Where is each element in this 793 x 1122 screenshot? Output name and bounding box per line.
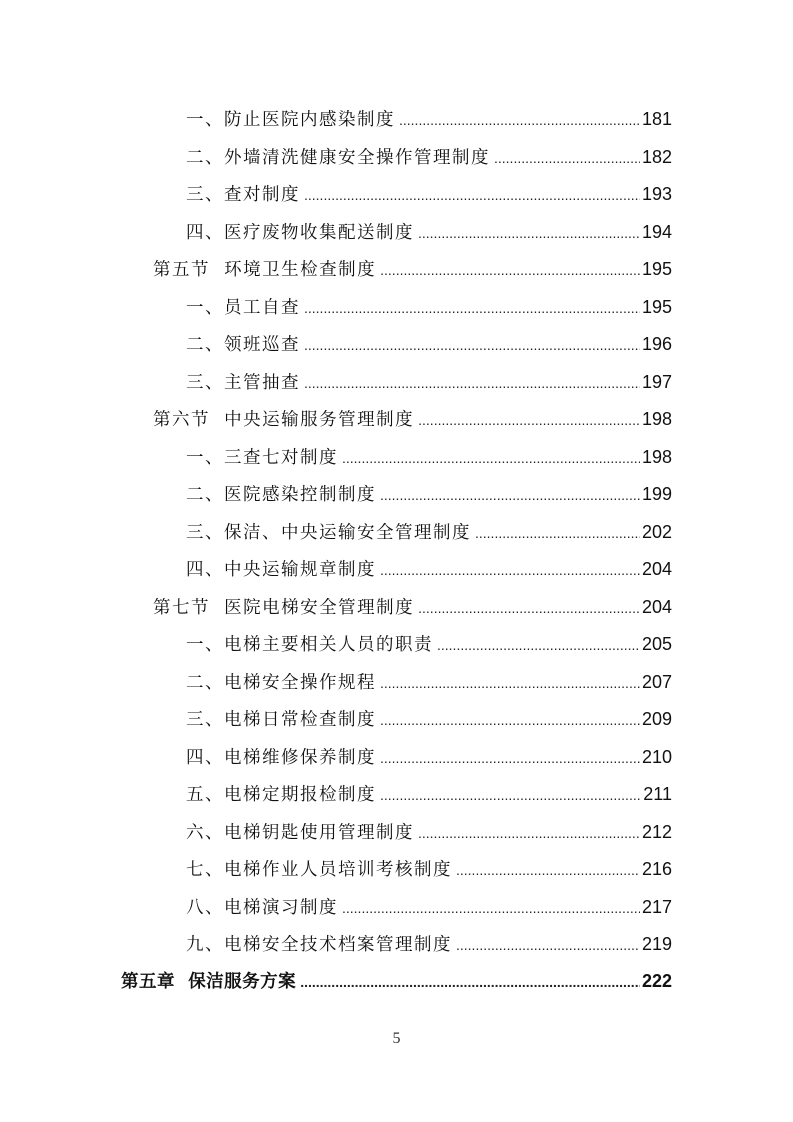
toc-entry[interactable] [186, 104, 672, 134]
toc-entry[interactable] [186, 442, 672, 472]
toc-entry[interactable] [186, 929, 672, 959]
toc-entry-number: 五、 [186, 785, 224, 805]
dot-leader [456, 855, 640, 885]
toc-entry-number: 三、 [186, 710, 224, 730]
toc-entry[interactable] [186, 779, 672, 809]
toc-entry-page: 181 [641, 109, 672, 129]
toc-entry-number: 一、 [186, 635, 224, 655]
toc-entry-page: 198 [641, 409, 672, 429]
toc-entry[interactable] [186, 817, 672, 847]
toc-entry-number: 第五节 [153, 260, 225, 280]
toc-entry[interactable] [186, 554, 672, 584]
toc-entry-number: 第六节 [153, 410, 225, 430]
toc-entry-page: 216 [641, 859, 672, 879]
toc-entry-title: 电梯维修保养制度 [224, 747, 376, 768]
dot-leader [437, 630, 640, 660]
toc-entry-title: 电梯安全操作规程 [224, 672, 376, 693]
toc-entry-number: 二、 [186, 335, 224, 355]
toc-entry-title: 查对制度 [224, 185, 300, 205]
toc-entry-number: 三、 [186, 522, 224, 543]
toc-entry-number: 三、 [186, 185, 224, 205]
dot-leader [399, 105, 640, 135]
toc-entry[interactable] [186, 517, 672, 547]
toc-entry-page: 211 [643, 784, 672, 804]
dot-leader [342, 893, 640, 923]
toc-entry[interactable] [186, 892, 672, 922]
toc-entry-title: 防止医院内感染制度 [224, 110, 395, 130]
toc-entry-title: 电梯作业人员培训考核制度 [224, 860, 452, 880]
dot-leader [342, 443, 640, 473]
dot-leader [380, 780, 641, 810]
dot-leader [380, 668, 640, 698]
toc-entry-page: 182 [641, 146, 672, 167]
dot-leader [418, 593, 640, 623]
toc-entry-number: 二、 [186, 485, 224, 505]
toc-entry-title: 医院感染控制制度 [224, 485, 376, 505]
toc-entry-title: 外墙清洗健康安全操作管理制度 [224, 147, 490, 168]
toc-entry-page: 198 [641, 446, 672, 467]
toc-entry[interactable] [186, 667, 672, 697]
toc-entry[interactable] [186, 142, 672, 172]
toc-entry-page: 204 [641, 559, 672, 579]
dot-leader [418, 218, 640, 248]
toc-entry[interactable] [186, 479, 672, 509]
toc-entry-page: 209 [641, 709, 672, 729]
toc-entry-number: 四、 [186, 560, 224, 580]
dot-leader [380, 255, 640, 285]
toc-entry[interactable] [186, 629, 672, 659]
toc-entry-page: 202 [641, 521, 672, 542]
toc-entry-title: 电梯日常检查制度 [224, 710, 376, 730]
toc-entry[interactable] [186, 217, 672, 247]
toc-entry-page: 222 [641, 971, 672, 991]
toc-entry-title: 电梯定期报检制度 [224, 785, 376, 805]
toc-entry-page: 210 [641, 746, 672, 767]
dot-leader [380, 705, 640, 735]
toc-entry-number: 九、 [186, 935, 224, 955]
toc-entry-number: 二、 [186, 147, 224, 168]
toc-entry-section[interactable] [153, 592, 672, 622]
toc-entry-page: 207 [641, 671, 672, 692]
toc-entry-page: 195 [641, 259, 672, 279]
toc-entry-number: 二、 [186, 672, 224, 693]
dot-leader [475, 518, 640, 548]
toc-entry[interactable] [186, 329, 672, 359]
dot-leader [380, 555, 640, 585]
toc-entry-section[interactable] [153, 254, 672, 284]
toc-entry[interactable] [186, 742, 672, 772]
toc-entry-number: 四、 [186, 747, 224, 768]
toc-entry-title: 主管抽查 [224, 372, 300, 393]
toc-entry-page: 219 [641, 934, 672, 954]
toc-entry-page: 193 [641, 184, 672, 204]
toc-entry-number: 六、 [186, 822, 224, 843]
toc-entry-number: 一、 [186, 110, 224, 130]
dot-leader [494, 143, 640, 173]
toc-entry-title: 电梯钥匙使用管理制度 [224, 822, 414, 843]
toc-entry[interactable] [186, 292, 672, 322]
toc-entry-page: 204 [641, 596, 672, 617]
toc-entry-page: 195 [641, 296, 672, 317]
toc-entry-number: 三、 [186, 372, 224, 393]
toc-entry-title: 中央运输服务管理制度 [224, 410, 415, 430]
toc-entry-page: 197 [641, 371, 672, 392]
toc-entry-title: 电梯演习制度 [224, 897, 338, 918]
toc-entry-page: 199 [641, 484, 672, 504]
toc-entry-title: 医院电梯安全管理制度 [224, 597, 415, 618]
toc-entry-title: 环境卫生检查制度 [224, 260, 377, 280]
toc-entry-title: 电梯安全技术档案管理制度 [224, 935, 452, 955]
toc-entry[interactable] [186, 704, 672, 734]
dot-leader [304, 368, 640, 398]
toc-entry-title: 三查七对制度 [224, 447, 338, 468]
toc-entry-page: 196 [641, 334, 672, 354]
dot-leader [418, 405, 640, 435]
toc-entry-number: 四、 [186, 222, 224, 243]
dot-leader [380, 480, 640, 510]
toc-entry-title: 员工自查 [224, 297, 300, 318]
toc-entry-title: 领班巡查 [224, 335, 300, 355]
toc-entry-chapter[interactable] [121, 966, 672, 996]
page-number: 5 [392, 1030, 401, 1047]
dot-leader [380, 743, 640, 773]
toc-entry-number: 八、 [186, 897, 224, 918]
toc-entry-number: 一、 [186, 297, 224, 318]
toc-entry-page: 212 [641, 821, 672, 842]
toc-entry-number: 第五章 [121, 972, 189, 992]
dot-leader [304, 330, 640, 360]
dot-leader [304, 180, 640, 210]
dot-leader [418, 818, 640, 848]
dot-leader [300, 967, 640, 997]
toc-entry[interactable] [186, 854, 672, 884]
toc-entry-title: 中央运输规章制度 [224, 560, 376, 580]
toc-entry-title: 医疗废物收集配送制度 [224, 222, 414, 243]
toc-entry-title: 电梯主要相关人员的职责 [224, 635, 433, 655]
dot-leader [456, 930, 640, 960]
toc-entry-title: 保洁服务方案 [188, 972, 297, 992]
toc-entry-section[interactable] [153, 404, 672, 434]
toc-entry[interactable] [186, 367, 672, 397]
toc-entry-number: 一、 [186, 447, 224, 468]
toc-entry-number: 第七节 [153, 597, 225, 618]
toc-entry-page: 217 [641, 896, 672, 917]
toc-entry-page: 194 [641, 221, 672, 242]
toc-entry-page: 205 [641, 634, 672, 654]
toc-entry[interactable] [186, 179, 672, 209]
toc-entry-title: 保洁、中央运输安全管理制度 [224, 522, 471, 543]
dot-leader [304, 293, 640, 323]
toc-entry-number: 七、 [186, 860, 224, 880]
